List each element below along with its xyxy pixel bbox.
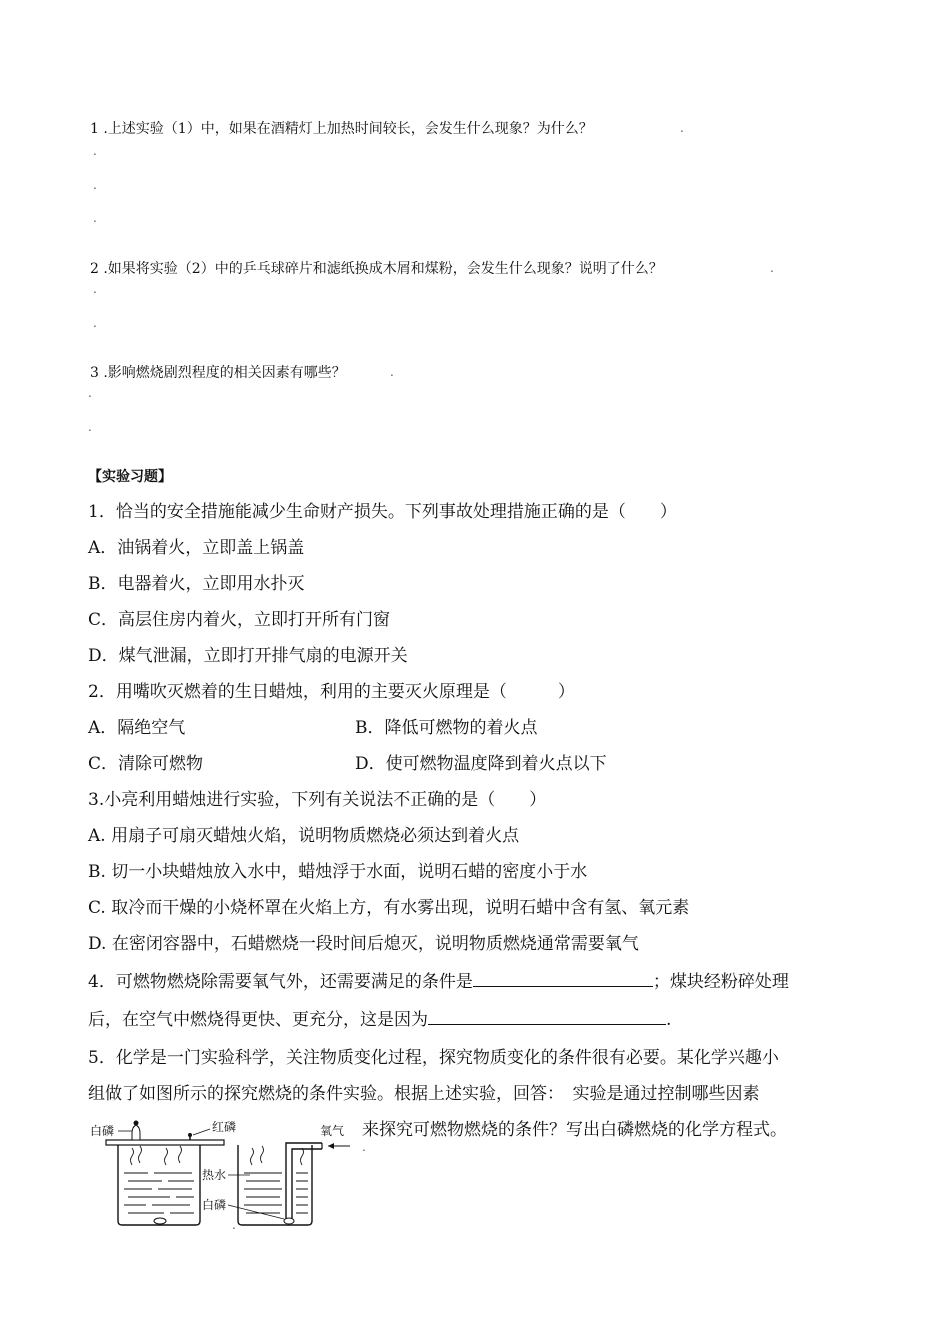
white-phosphorus-on-plate (132, 1125, 140, 1140)
right-beaker-water (244, 1173, 308, 1213)
exercise-5-line-2: 组做了如图所示的探究燃烧的条件实验。根据上述实验，回答： 实验是通过控制哪些因素 (88, 1084, 760, 1104)
exercise-5-line-3: 来探究可燃物燃烧的条件？写出白磷燃烧的化学方程式。 (362, 1120, 787, 1140)
copper-plate (106, 1140, 224, 1145)
exercise-1-option-d: D．煤气泄漏，立即打开排气扇的电源开关 (88, 646, 408, 666)
left-steam (131, 1146, 182, 1165)
discussion-question-3: 3 .影响燃烧剧烈程度的相关因素有哪些？ (90, 365, 346, 381)
exercise-1-option-c: C．高层住房内着火，立即打开所有门窗 (88, 610, 391, 630)
exercise-2-option-c: C．清除可燃物 (88, 754, 204, 774)
exercise-4-answer-blank-1[interactable] (473, 968, 653, 987)
label-white-phosphorus-top: 白磷 (90, 1124, 115, 1138)
white-phosphorus-in-water-right (284, 1218, 294, 1224)
exercise-3-option-b: B. 切一小块蜡烛放入水中，蜡烛浮于水面，说明石蜡的密度小于水 (88, 862, 588, 882)
exercise-1-stem: 1．恰当的安全措施能减少生命财产损失。下列事故处理措施正确的是（ ） (88, 502, 677, 522)
exercise-2-option-a: A．隔绝空气 (88, 718, 186, 738)
exercise-3-option-c: C. 取冷而干燥的小烧杯罩在火焰上方，有水雾出现，说明石蜡中含有氢、氧元素 (88, 898, 690, 918)
combustion-experiment-figure (88, 1113, 358, 1233)
exercise-4-line-1 (88, 967, 789, 992)
label-red-phosphorus: 红磷 (212, 1120, 237, 1134)
exercise-4-part-3: 后，在空气中燃烧得更快、更充分，这是因为 (88, 1010, 428, 1030)
exercise-4-part-2: ；煤块经粉碎处理 (652, 972, 789, 992)
exercise-4-line-2 (88, 1005, 671, 1030)
exercise-1-option-a: A．油锅着火，立即盖上锅盖 (88, 538, 305, 558)
exercise-1-option-b: B．电器着火，立即用水扑灭 (88, 574, 305, 594)
exercise-4-part-4: . (666, 1010, 672, 1030)
label-hot-water: 热水 (202, 1168, 227, 1182)
exercise-2-option-d: D．使可燃物温度降到着火点以下 (355, 754, 607, 774)
exercise-3-stem: 3.小亮利用蜡烛进行实验，下列有关说法不正确的是（ ） (88, 790, 547, 810)
discussion-question-2: 2 .如果将实验（2）中的乒乓球碎片和滤纸换成木屑和煤粉，会发生什么现象？说明了什么？ (90, 261, 663, 277)
label-oxygen: 氧气 (320, 1124, 345, 1138)
worksheet-page: 1 .上述实验（1）中，如果在酒精灯上加热时间较长，会发生什么现象？为什么？ . . . . 2 .如果将实验（2）中的乒乓球碎片和滤纸换成木屑和煤粉，会发生什么现象？说明了什么？ . . . 3 .影响燃烧剧烈程度的相关因素有哪些？ . . . 【实验习题】 1．恰当的安全措施能减少生命财产损失。下列事故处理措施正确的是（ ） A．油锅着火，立即盖上锅盖 B．电器着火，立即用水扑灭 C．高层住房内着火，立即打开所有门窗 D．煤气泄漏，立即打开排气扇的电源开关 2．用嘴吹灭燃着的生日蜡烛，利用的主要灭火原理是（ ） A．隔绝空气 B．降低可燃物的着火点 C．清除可燃物 D．使可燃物温度降到着火点以下 3.小亮利用蜡烛进行实验，下列有关说法不正确的是（ ） A. 用扇子可扇灭蜡烛火焰，说明物质燃烧必须达到着火点 B. 切一小块蜡烛放入水中，蜡烛浮于水面，说明石蜡的密度小于水 C. 取冷而干燥的小烧杯罩在火焰上方，有水雾出现，说明石蜡中含有氢、氧元素 D. 在密闭容器中，石蜡燃烧一段时间后熄灭，说明物质燃烧通常需要氧气 4．可燃物燃烧除需要氧气外，还需要满足的条件是 ；煤块经粉碎处理 后，在空气中燃烧得更快、更充分，这是因为 . 5．化学是一门实验科学，关注物质变化过程，探究物质变化的条件很有必要。某化学兴趣小 组做了如图所示的探究燃烧的条件实验。根据上述实验，回答： 实验是通过控制哪些因素 来探究可燃物燃烧的条件？写出白磷燃烧的化学方程式。 . 白磷 红磷 氧气 热水 白磷 . (0, 0, 950, 1344)
exercise-4-part-1: 4．可燃物燃烧除需要氧气外，还需要满足的条件是 (88, 972, 473, 992)
exercise-3-option-d: D. 在密闭容器中，石蜡燃烧一段时间后熄灭，说明物质燃烧通常需要氧气 (88, 934, 639, 954)
exercise-3-option-a: A. 用扇子可扇灭蜡烛火焰，说明物质燃烧必须达到着火点 (88, 826, 520, 846)
section-title: 【实验习题】 (88, 469, 172, 485)
label-white-phosphorus-bottom: 白磷 (202, 1198, 227, 1212)
exercise-4-answer-blank-2[interactable] (428, 1006, 666, 1025)
left-beaker-water (124, 1173, 194, 1213)
exercise-2-stem: 2．用嘴吹灭燃着的生日蜡烛，利用的主要灭火原理是（ ） (88, 682, 575, 702)
white-phosphorus-in-water-left (154, 1218, 166, 1224)
discussion-question-1: 1 .上述实验（1）中，如果在酒精灯上加热时间较长，会发生什么现象？为什么？ (90, 121, 593, 137)
exercise-2-option-b: B．降低可燃物的着火点 (355, 718, 538, 738)
exercise-5-line-1: 5．化学是一门实验科学，关注物质变化过程，探究物质变化的条件很有必要。某化学兴趣小 (88, 1048, 779, 1068)
